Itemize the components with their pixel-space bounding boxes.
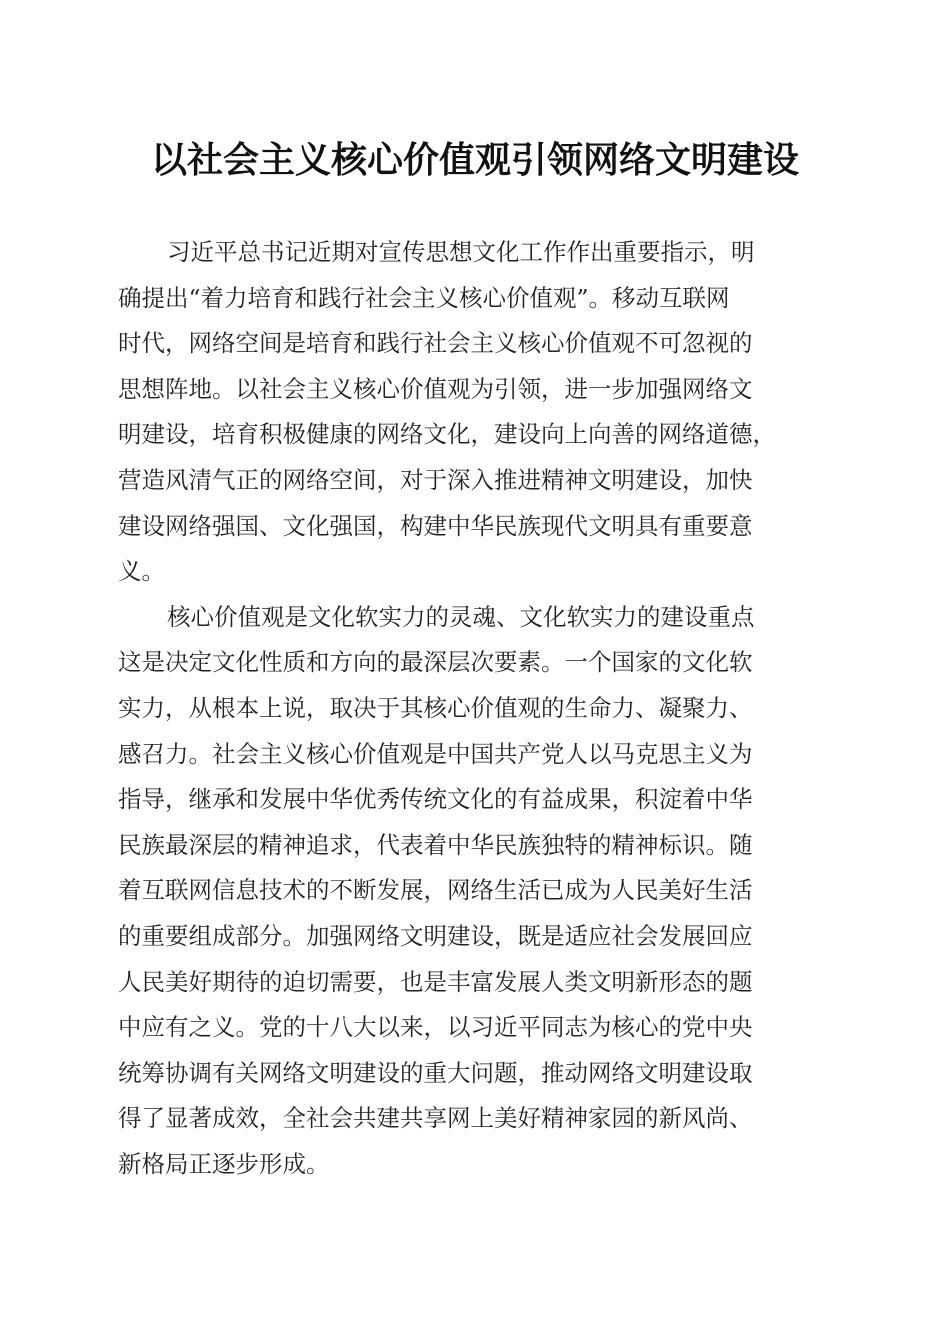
paragraph-line: 营造风清气正的网络空间，对于深入推进精神文明建设，加快 bbox=[118, 465, 753, 494]
paragraph-line: 得了显著成效，全社会共建共享网上美好精神家园的新风尚、 bbox=[118, 1104, 753, 1133]
paragraph-line: 着互联网信息技术的不断发展，网络生活已成为人民美好生活 bbox=[118, 876, 753, 905]
paragraph-line: 明建设，培育积极健康的网络文化，建设向上向善的网络道德， bbox=[118, 420, 776, 449]
paragraph-line: 习近平总书记近期对宣传思想文化工作作出重要指示，明 bbox=[167, 238, 755, 266]
paragraph-1 bbox=[118, 230, 836, 595]
paragraph-line: 思想阵地。以社会主义核心价值观为引领，进一步加强网络文 bbox=[118, 374, 753, 403]
paragraph-line: 指导，继承和发展中华优秀传统文化的有益成果，积淀着中华 bbox=[118, 785, 753, 814]
paragraph-line: 这是决定文化性质和方向的最深层次要素。一个国家的文化软 bbox=[118, 648, 753, 677]
paragraph-line: 民族最深层的精神追求，代表着中华民族独特的精神标识。随 bbox=[118, 830, 753, 859]
paragraph-line: 建设网络强国、文化强国，构建中华民族现代文明具有重要意 bbox=[118, 511, 753, 540]
paragraph-line: 时代，网络空间是培育和践行社会主义核心价值观不可忽视的 bbox=[118, 329, 753, 358]
document-body bbox=[118, 230, 836, 1187]
paragraph-line: 统筹协调有关网络文明建设的重大问题，推动网络文明建设取 bbox=[118, 1058, 753, 1087]
paragraph-line: 人民美好期待的迫切需要，也是丰富发展人类文明新形态的题 bbox=[118, 967, 753, 996]
paragraph-line: 义。 bbox=[118, 557, 165, 586]
document-title: 以社会主义核心价值观引领网络文明建设 bbox=[150, 139, 799, 181]
paragraph-line: 实力，从根本上说，取决于其核心价值观的生命力、凝聚力、 bbox=[118, 693, 753, 722]
paragraph-line: 的重要组成部分。加强网络文明建设，既是适应社会发展回应 bbox=[118, 921, 753, 950]
paragraph-line: 确提出“着力培育和践行社会主义核心价值观”。移动互联网 bbox=[118, 283, 730, 312]
paragraph-line: 核心价值观是文化软实力的灵魂、文化软实力的建设重点 bbox=[167, 602, 755, 631]
paragraph-line: 中应有之义。党的十八大以来，以习近平同志为核心的党中央 bbox=[118, 1013, 753, 1042]
paragraph-2 bbox=[118, 595, 836, 1188]
paragraph-line: 感召力。社会主义核心价值观是中国共产党人以马克思主义为 bbox=[118, 739, 753, 768]
paragraph-line: 新格局正逐步形成。 bbox=[118, 1149, 330, 1178]
